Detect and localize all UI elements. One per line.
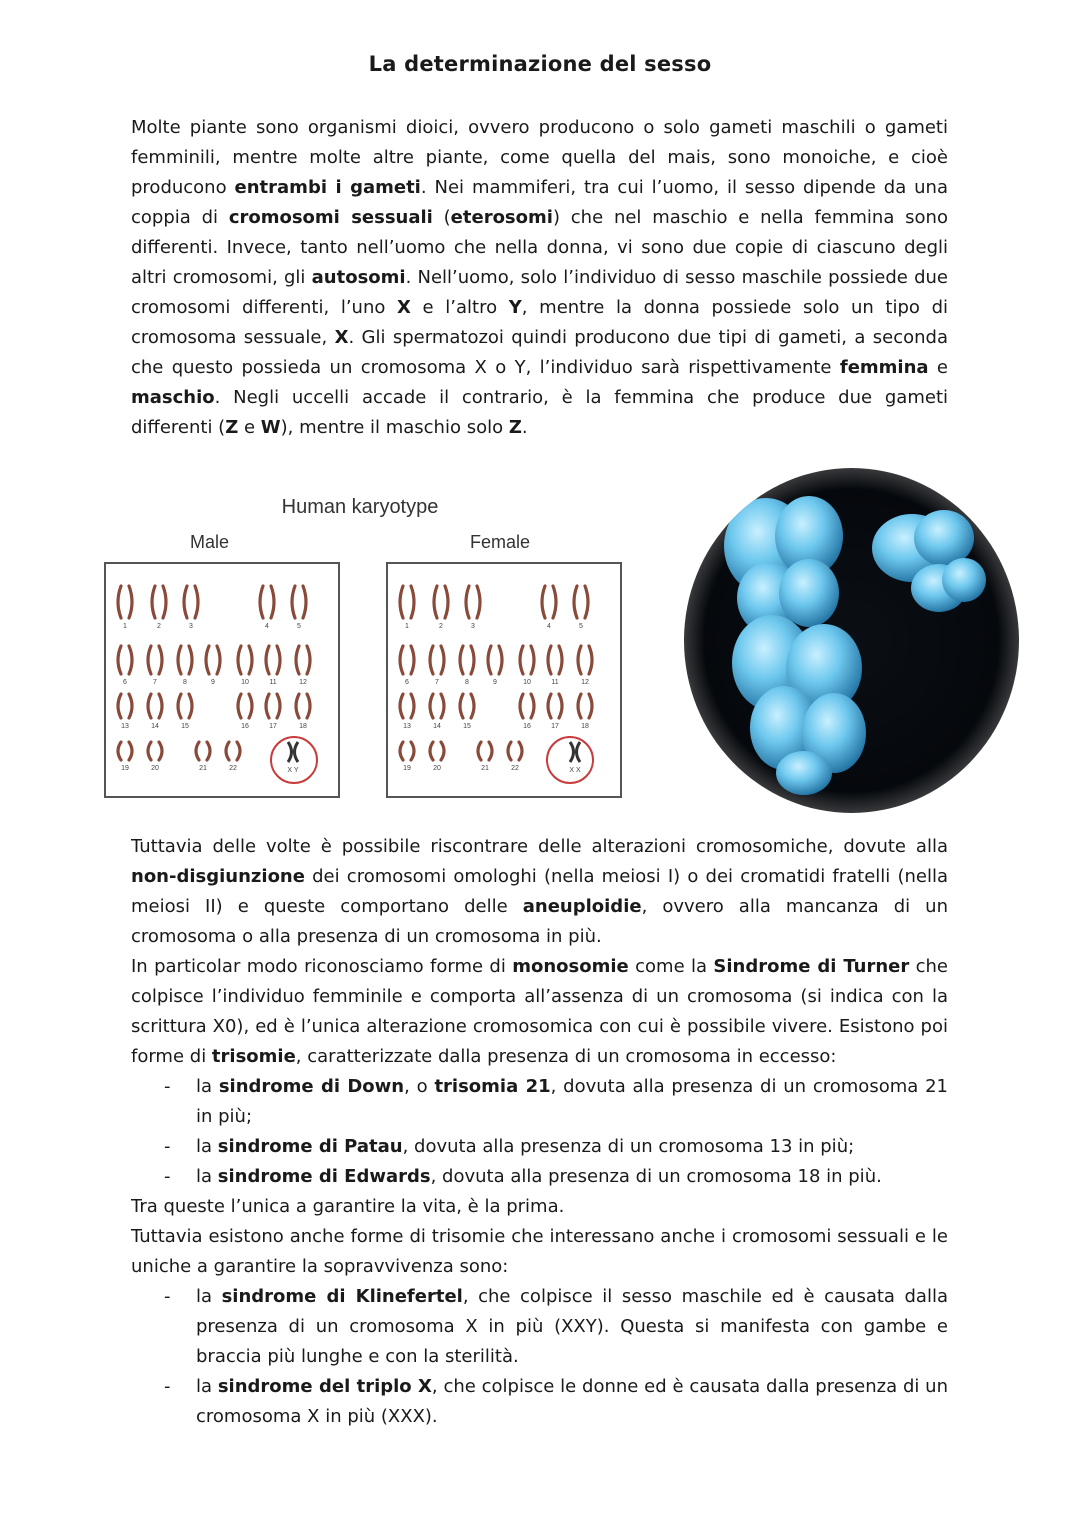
list-item [131, 1132, 948, 1162]
chromosome-mark [178, 646, 181, 674]
xy-chromosome-image [684, 468, 1019, 813]
sex-trisomy-list [131, 1282, 948, 1432]
text-run: , caratterizzate dalla presenza di un cromosoma in eccesso: [295, 1046, 837, 1067]
bold-term: trisomie [211, 1046, 296, 1067]
chromosome-mark [159, 742, 162, 760]
chromosome-number: 15 [181, 723, 189, 730]
chromosome-mark [460, 646, 463, 674]
chromosome-mark [266, 646, 269, 674]
chromosome-mark [542, 586, 545, 618]
bold-term: aneuploidie [522, 896, 642, 917]
chromosome-mark [400, 586, 403, 618]
text-run: Molte piante sono organismi dioici, ovvero producono o solo gameti maschili o gameti femminili, mentre molte altre piante, come quella del mais, sono monoiche, e cioè producono [131, 117, 948, 198]
bold-term: X [334, 327, 349, 348]
chromosome-mark [466, 586, 469, 618]
chromosome-mark [477, 586, 480, 618]
chromosome-number: 21 [481, 765, 489, 772]
chromosome-mark [277, 646, 280, 674]
chromosome-number: 13 [121, 723, 129, 730]
bold-term: non-disgiunzione [131, 866, 305, 887]
list-item [131, 1372, 948, 1432]
chromosome-mark [531, 694, 534, 718]
chromosome-mark [189, 646, 192, 674]
text-run: , dovuta alla presenza di un cromosoma 13 in più; [402, 1136, 855, 1157]
chromosome-mark [118, 646, 121, 674]
text-run: , dovuta alla presenza di un cromosoma 18 in più. [430, 1166, 882, 1187]
chromosome-number: 11 [269, 679, 277, 686]
chromosome-number: 14 [433, 723, 441, 730]
chromosome-number: 19 [121, 765, 129, 772]
chromosome-mark [574, 586, 577, 618]
bold-term: autosomi [311, 267, 406, 288]
chromosome-mark [445, 586, 448, 618]
chromosome-number: 4 [265, 623, 269, 630]
chromosome-number: 21 [199, 765, 207, 772]
aneuploidy-paragraph [131, 832, 948, 952]
male-sex-chromosomes-circle [270, 736, 318, 784]
chromosome-mark [400, 694, 403, 718]
chromosome-mark [292, 586, 295, 618]
chromosome-mark [460, 694, 463, 718]
chromosome-number: 15 [463, 723, 471, 730]
chromosome-number: 8 [183, 679, 187, 686]
chromosome-mark [249, 694, 252, 718]
karyotype-title: Human karyotype [281, 496, 439, 518]
text-run: la [196, 1076, 219, 1097]
bold-term: sindrome di Down [218, 1076, 405, 1097]
chromosome-mark [129, 694, 132, 718]
monosomy-paragraph [131, 952, 948, 1072]
text-run: che colpisce l’individuo femminile e comporta all’assenza di un cromosoma (si indica con la scrittura X0), ed è l’unica alterazione cromosomica con cui è possibile vivere. Esistono poi forme di [131, 956, 948, 1067]
chromosome-mark [488, 646, 491, 674]
chromosome-mark [206, 646, 209, 674]
chromosome-mark [585, 586, 588, 618]
chromosome-number: 1 [123, 623, 127, 630]
chromosome-mark [196, 742, 199, 760]
chromosome-mark [400, 742, 403, 760]
female-karyotype-panel [386, 562, 622, 798]
chromosome-mark [400, 646, 403, 674]
chromosome-mark [184, 586, 187, 618]
chromosome-mark [553, 586, 556, 618]
chromosome-mark [178, 694, 181, 718]
bold-term: Y [508, 297, 522, 318]
chromosome-mark [118, 742, 121, 760]
chromosome-number: 22 [229, 765, 237, 772]
chromosome-mark [207, 742, 210, 760]
chromosome-number: 18 [299, 723, 307, 730]
text-run: , mentre la donna possiede solo un tipo di cromosoma sessuale, [131, 297, 948, 348]
bold-term: eterosomi [450, 207, 553, 228]
chromosome-number: 20 [151, 765, 159, 772]
chromosome-mark [520, 694, 523, 718]
intro-paragraph [131, 113, 948, 443]
chromosome-mark [411, 742, 414, 760]
chromosome-number: 5 [579, 623, 583, 630]
chromosome-mark [430, 646, 433, 674]
bold-term: maschio [131, 387, 215, 408]
chromosome-number: 3 [189, 623, 193, 630]
text-run: ( [432, 207, 451, 228]
bold-term: monosomie [512, 956, 629, 977]
chromosome-mark [478, 742, 481, 760]
chromosome-mark [430, 694, 433, 718]
chromosome-number: 20 [433, 765, 441, 772]
chromosome-mark [307, 694, 310, 718]
chromosome-number: 10 [241, 679, 249, 686]
chromosome-mark [519, 742, 522, 760]
chromosome-mark [195, 586, 198, 618]
chromosome-number: 3 [471, 623, 475, 630]
chromosome-mark [589, 646, 592, 674]
bold-term: Sindrome di Turner [713, 956, 910, 977]
sex-chromosome-label: X X [569, 767, 581, 774]
chromosome-mark [559, 646, 562, 674]
chromosome-mark [238, 694, 241, 718]
text-run: e [928, 357, 948, 378]
chromosome-number: 1 [405, 623, 409, 630]
text-run: , ovvero alla mancanza di un cromosoma o alla presenza di un cromosoma in più. [131, 896, 948, 947]
chromosome-number: 9 [493, 679, 497, 686]
text-run: dei cromosomi omologhi (nella meiosi I) o dei cromatidi fratelli (nella meiosi II) e queste comportano delle [131, 866, 948, 917]
chromosome-mark [430, 742, 433, 760]
text-run: e l’altro [410, 297, 509, 318]
chromosome-number: 19 [403, 765, 411, 772]
chromosome-number: 12 [299, 679, 307, 686]
chromosome-mark [296, 694, 299, 718]
bold-term: sindrome di Edwards [217, 1166, 431, 1187]
chromosome-number: 6 [405, 679, 409, 686]
chromosome-mark [499, 646, 502, 674]
chromosome-mark [260, 586, 263, 618]
text-run: la [196, 1136, 218, 1157]
chromosome-mark [296, 646, 299, 674]
bold-term: sindrome del triplo X [217, 1376, 432, 1397]
text-run: la [196, 1166, 218, 1187]
sex-trisomy-intro: Tuttavia esistono anche forme di trisomie che interessano anche i cromosomi sessuali e le uniche a garantire la sopravvivenza sono: [131, 1226, 948, 1277]
chromosome-number: 22 [511, 765, 519, 772]
chromosome-mark [118, 694, 121, 718]
chromosome-mark [411, 646, 414, 674]
text-run: . Negli uccelli accade il contrario, è la femmina che produce due gameti differenti ( [131, 387, 948, 438]
chromosome-number: 7 [435, 679, 439, 686]
chromosome-mark [238, 646, 241, 674]
chromosome-mark [559, 694, 562, 718]
chromosome-mark [249, 646, 252, 674]
bold-term: trisomia 21 [434, 1076, 551, 1097]
chromosome-mark [266, 694, 269, 718]
chromosome-mark [163, 586, 166, 618]
female-label: Female [470, 532, 531, 552]
chromosome-number: 7 [153, 679, 157, 686]
chromosome-mark [441, 646, 444, 674]
sex-chromosome-label: X Y [287, 767, 299, 774]
chromosome-number: 4 [547, 623, 551, 630]
male-karyotype-panel [104, 562, 340, 798]
bold-term: femmina [839, 357, 929, 378]
text-run: ), mentre il maschio solo [280, 417, 509, 438]
chromosome-mark [578, 646, 581, 674]
text-run: In particolar modo riconosciamo forme di [131, 956, 513, 977]
chromosome-mark [118, 586, 121, 618]
chromosome-mark [148, 646, 151, 674]
bold-term: entrambi i gameti [234, 177, 421, 198]
bold-term: Z [508, 417, 522, 438]
chromosome-number: 10 [523, 679, 531, 686]
chromosome-mark [508, 742, 511, 760]
bold-term: sindrome di Klinefertel [221, 1286, 463, 1307]
chromosome-number: 13 [403, 723, 411, 730]
chromosome-number: 9 [211, 679, 215, 686]
female-sex-chromosomes-circle [546, 736, 594, 784]
chromosome-mark [189, 694, 192, 718]
text-run: ) che nel maschio e nella femmina sono differenti. Invece, tanto nell’uomo che nella donna, vi sono due copie di ciascuno degli altri cromosomi, gli [131, 207, 948, 288]
text-run: . Gli spermatozoi quindi producono due tipi di gameti, a seconda che questo possieda un cromosoma X o Y, l’individuo sarà rispettivamente [131, 327, 948, 378]
text-run: la [196, 1376, 218, 1397]
bold-term: cromosomi sessuali [228, 207, 433, 228]
chromosome-number: 16 [523, 723, 531, 730]
text-run: la [196, 1286, 222, 1307]
survival-note: Tra queste l’unica a garantire la vita, è la prima. [131, 1196, 565, 1217]
chromosome-mark [148, 694, 151, 718]
chromosome-mark [159, 646, 162, 674]
chromosome-mark [217, 646, 220, 674]
chromosome-number: 2 [157, 623, 161, 630]
chromosome-number: 12 [581, 679, 589, 686]
list-item [131, 1282, 948, 1372]
chromosome-micrograph [684, 468, 1019, 813]
chromosome-number: 16 [241, 723, 249, 730]
chromosome-mark [303, 586, 306, 618]
chromosome-number: 5 [297, 623, 301, 630]
text-run: . Nell’uomo, solo l’individuo di sesso maschile possiede due cromosomi differenti, l’uno [131, 267, 948, 318]
chromosome-number: 14 [151, 723, 159, 730]
text-run: , o [404, 1076, 435, 1097]
chromosome-mark [411, 586, 414, 618]
chromosome-number: 6 [123, 679, 127, 686]
chromosome-mark [548, 646, 551, 674]
text-run: . [521, 417, 528, 438]
chromosome-mark [434, 586, 437, 618]
karyotype-figure [100, 488, 640, 808]
chromosome-mark [129, 586, 132, 618]
bold-term: Z [225, 417, 239, 438]
chromosome-mark [441, 742, 444, 760]
chromosome-mark [277, 694, 280, 718]
male-label: Male [190, 532, 230, 552]
text-run: , dovuta alla presenza di un cromosoma 21 in più; [196, 1076, 948, 1127]
chromosome-mark [471, 646, 474, 674]
chromosome-mark [520, 646, 523, 674]
chromosome-number: 11 [551, 679, 559, 686]
chromosome-mark [441, 694, 444, 718]
text-run: , che colpisce le donne ed è causata dalla presenza di un cromosoma X in più (XXX). [196, 1376, 948, 1427]
chromosome-mark [471, 694, 474, 718]
chromosome-mark [226, 742, 229, 760]
chromosome-mark [237, 742, 240, 760]
text-run: , che colpisce il sesso maschile ed è causata dalla presenza di un cromosoma X in più (XXY). Questa si manifesta con gambe e braccia più lunghe e con la sterilità. [196, 1286, 948, 1367]
chromosome-mark [548, 694, 551, 718]
chromosome-mark [411, 694, 414, 718]
body-section [131, 832, 948, 1432]
chromosome-number: 17 [269, 723, 277, 730]
page-title: La determinazione del sesso [368, 52, 712, 76]
list-item [131, 1162, 948, 1192]
bold-term: X [397, 297, 411, 318]
chromosome-mark [148, 742, 151, 760]
chromosome-number: 8 [465, 679, 469, 686]
chromosome-mark [589, 694, 592, 718]
chromosome-mark [159, 694, 162, 718]
chromosome-mark [489, 742, 492, 760]
trisomy-list [131, 1072, 948, 1192]
text-run: e [238, 417, 261, 438]
chromosome-number: 2 [439, 623, 443, 630]
text-run: come la [628, 956, 714, 977]
chromosome-mark [152, 586, 155, 618]
chromosome-mark [129, 646, 132, 674]
chromosome-number: 17 [551, 723, 559, 730]
chromosome-mark [129, 742, 132, 760]
chromosome-mark [307, 646, 310, 674]
chromosome-mark [578, 694, 581, 718]
bold-term: sindrome di Patau [217, 1136, 403, 1157]
chromosome-number: 18 [581, 723, 589, 730]
bold-term: W [260, 417, 281, 438]
chromosome-mark [531, 646, 534, 674]
chromosome-mark [271, 586, 274, 618]
text-run: Tuttavia delle volte è possibile riscontrare delle alterazioni cromosomiche, dovute alla [131, 836, 948, 857]
text-run: . Nei mammiferi, tra cui l’uomo, il sesso dipende da una coppia di [131, 177, 948, 228]
list-item [131, 1072, 948, 1132]
